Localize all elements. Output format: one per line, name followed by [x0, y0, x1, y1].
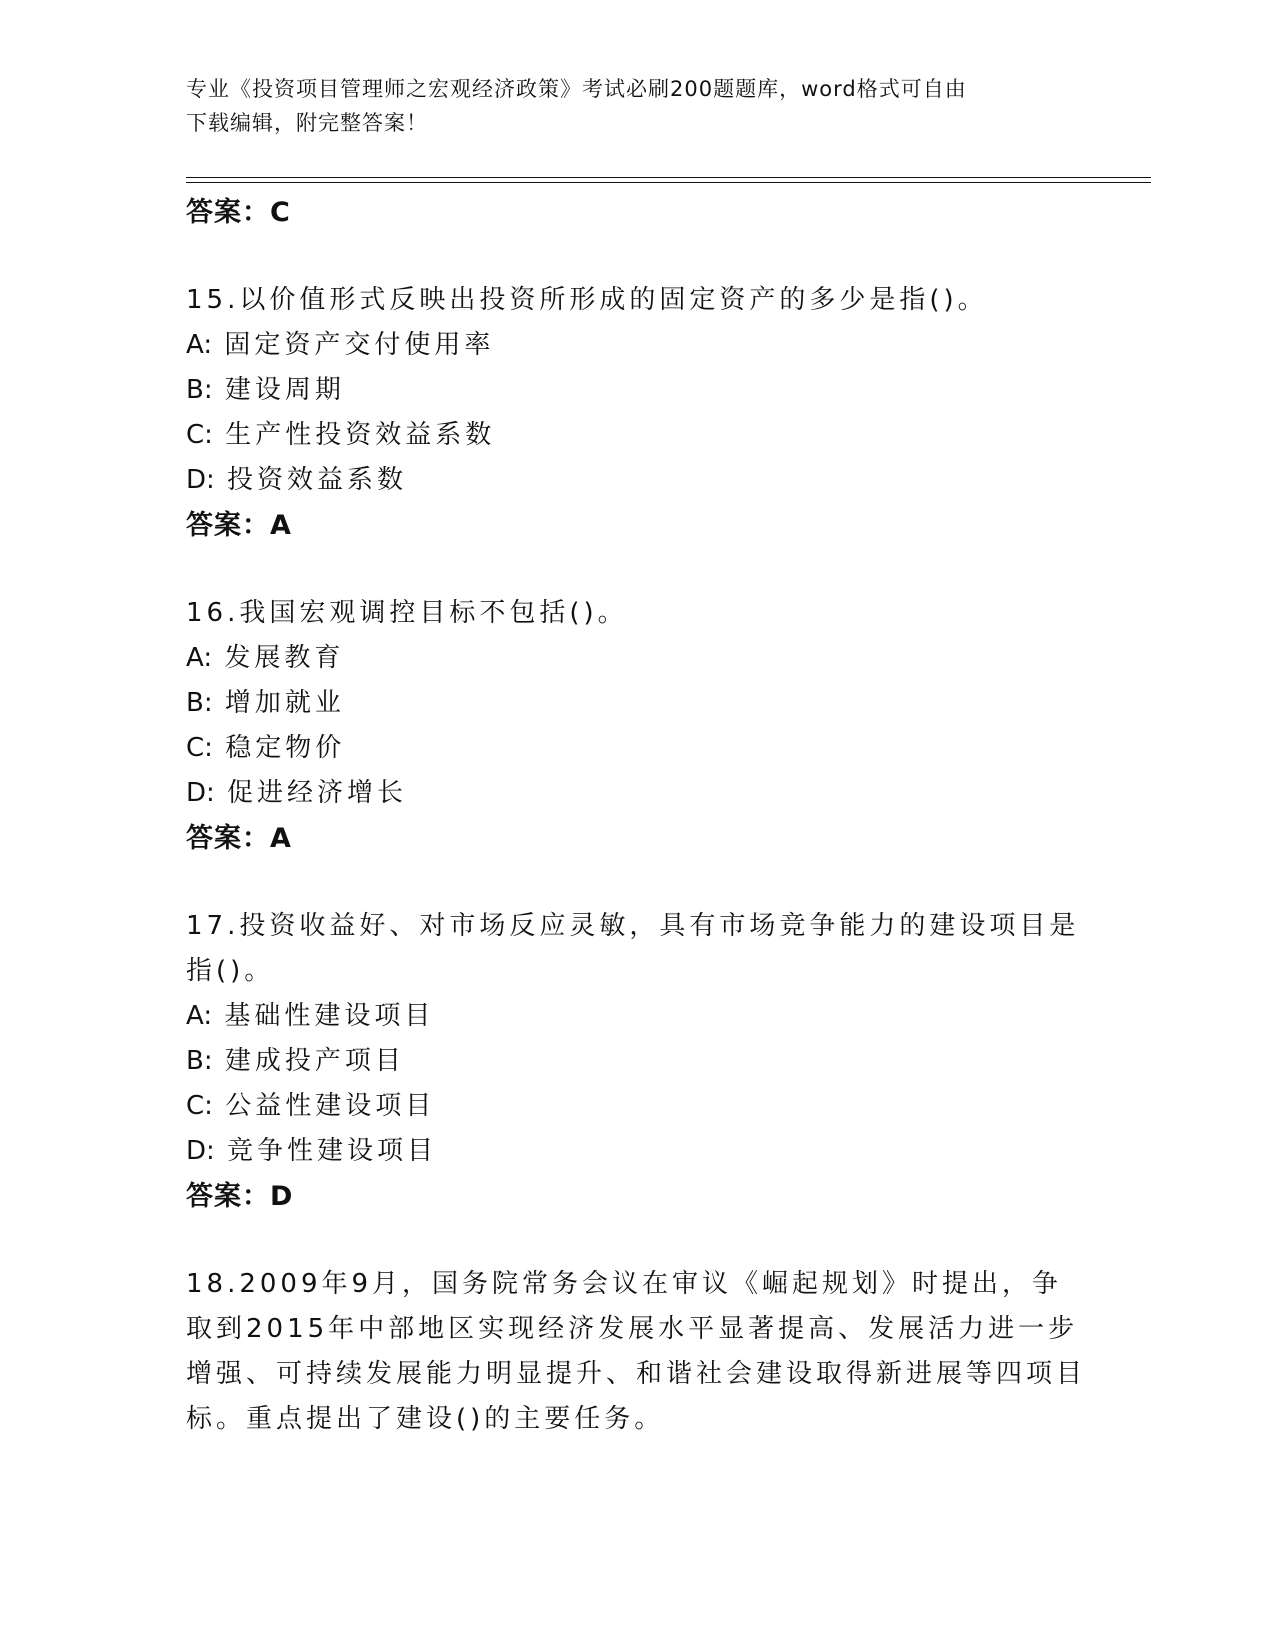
option-text: 建成投产项目: [224, 1046, 405, 1076]
answer-line: 答案：D: [186, 1181, 294, 1212]
option-d: [186, 458, 1086, 503]
option-a: [186, 323, 1086, 368]
option-a: [186, 636, 1086, 681]
option-b: [186, 681, 1086, 726]
option-d: [186, 1129, 1086, 1174]
answer-line: 答案：A: [186, 510, 292, 541]
option-letter: A:: [186, 330, 213, 360]
question-stem: 15.以价值形式反映出投资所形成的固定资产的多少是指()。: [186, 285, 988, 315]
option-letter: A:: [186, 1001, 213, 1031]
option-text: 公益性建设项目: [225, 1091, 436, 1121]
answer-line: 答案：C: [186, 197, 291, 228]
option-d: [186, 771, 1086, 816]
option-letter: A:: [186, 643, 213, 673]
option-c: [186, 1084, 1086, 1129]
option-text: 投资效益系数: [227, 465, 408, 495]
question-17: [186, 904, 1086, 1220]
question-stem: 16.我国宏观调控目标不包括()。: [186, 598, 628, 628]
answer-line: 答案：A: [186, 823, 292, 854]
header-line-2: 下载编辑，附完整答案！: [186, 111, 428, 135]
option-letter: D:: [186, 778, 215, 808]
option-letter: C:: [186, 1091, 213, 1121]
option-text: 发展教育: [224, 643, 345, 673]
option-text: 生产性投资效益系数: [225, 420, 496, 450]
option-text: 促进经济增长: [227, 778, 408, 808]
header-divider-bottom: [186, 182, 1151, 183]
question-16: [186, 591, 1086, 862]
option-text: 固定资产交付使用率: [224, 330, 495, 360]
option-a: [186, 994, 1086, 1039]
option-letter: B:: [186, 375, 213, 405]
option-text: 基础性建设项目: [224, 1001, 435, 1031]
document-header: [186, 72, 1066, 140]
option-letter: B:: [186, 688, 213, 718]
option-c: [186, 413, 1086, 458]
option-letter: D:: [186, 465, 215, 495]
question-15: [186, 278, 1086, 549]
header-divider-top: [186, 177, 1151, 178]
option-letter: D:: [186, 1136, 215, 1166]
question-18: [186, 1262, 1086, 1442]
question-list: [186, 186, 1086, 1442]
option-text: 建设周期: [224, 375, 345, 405]
question-stem: 18.2009年9月，国务院常务会议在审议《崛起规划》时提出，争取到2015年中部地区实现经济发展水平显著提高、发展活力进一步增强、可持续发展能力明显提升、和谐社会建设取得新进展等四项目标。重点提出了建设()的主要任务。: [186, 1269, 1087, 1434]
option-text: 竞争性建设项目: [227, 1136, 438, 1166]
option-b: [186, 1039, 1086, 1084]
option-letter: C:: [186, 733, 213, 763]
option-c: [186, 726, 1086, 771]
question-stem: 17.投资收益好、对市场反应灵敏，具有市场竞争能力的建设项目是指()。: [186, 911, 1080, 986]
option-text: 稳定物价: [225, 733, 346, 763]
option-b: [186, 368, 1086, 413]
header-line-1: 专业《投资项目管理师之宏观经济政策》考试必刷200题题库，word格式可自由: [186, 77, 967, 101]
option-letter: B:: [186, 1046, 213, 1076]
option-letter: C:: [186, 420, 213, 450]
option-text: 增加就业: [224, 688, 345, 718]
